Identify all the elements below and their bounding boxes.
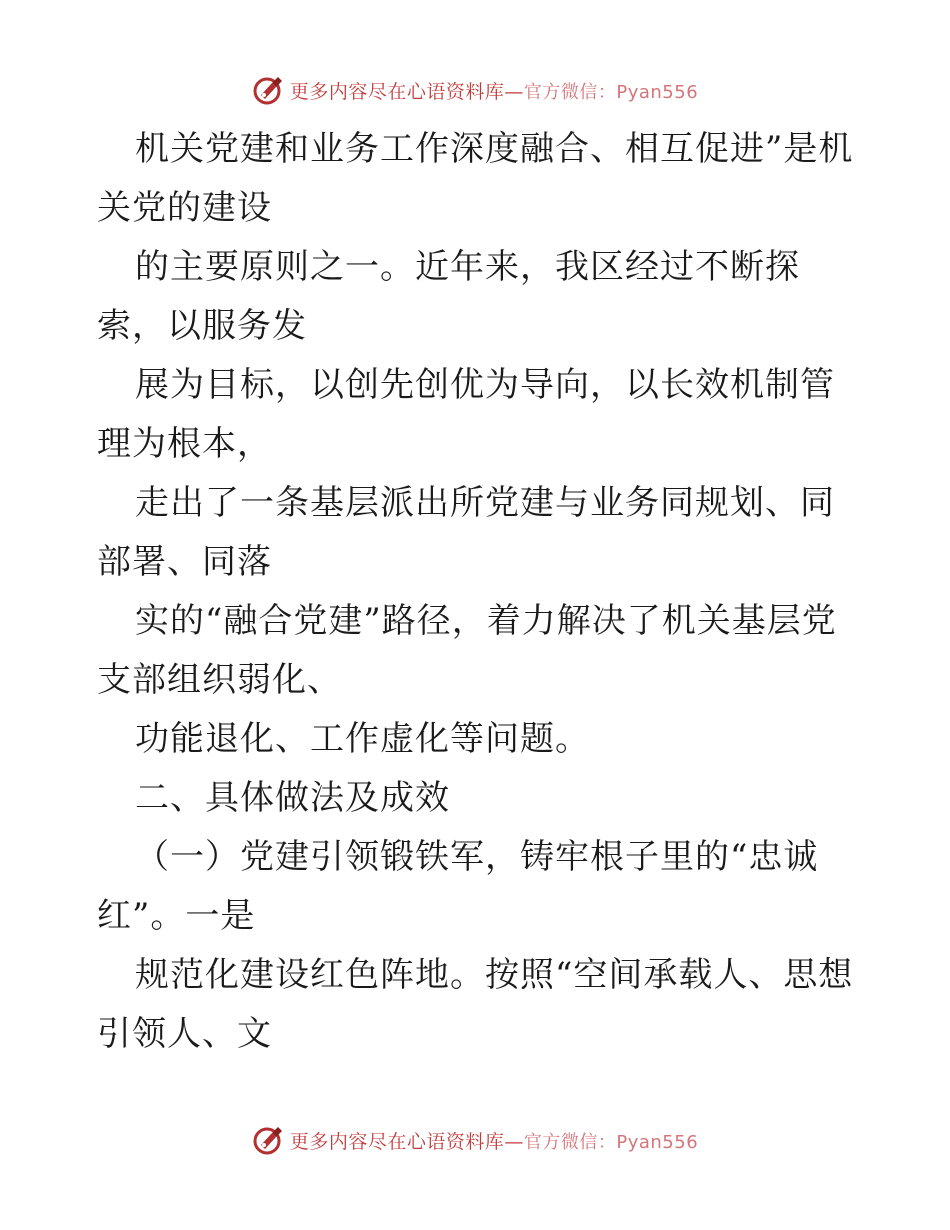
paragraph: 实的“融合党建”路径，着力解决了机关基层党支部组织弱化、: [97, 601, 837, 700]
logo-icon: [252, 1123, 286, 1157]
paragraph: 功能退化、工作虚化等问题。: [135, 719, 590, 759]
paragraph: 的主要原则之一。近年来，我区经过不断探索，以服务发: [97, 247, 800, 346]
header-banner-text: 更多内容尽在心语资料库—官方微信：Pyan556: [289, 80, 699, 103]
footer-banner-text: 更多内容尽在心语资料库—官方微信：Pyan556: [289, 1130, 699, 1153]
document-body: [97, 120, 857, 1064]
paragraph: 机关党建和业务工作深度融合、相互促进”是机关党的建设: [97, 129, 854, 228]
logo-icon: [252, 73, 286, 107]
paragraph: 展为目标，以创先创优为导向，以长效机制管理为根本，: [97, 365, 835, 464]
paragraph: 走出了一条基层派出所党建与业务同规划、同部署、同落: [97, 483, 835, 582]
paragraph: 规范化建设红色阵地。按照“空间承载人、思想引领人、文: [97, 955, 854, 1054]
footer-banner: [0, 1120, 950, 1160]
section-heading: 二、具体做法及成效: [135, 778, 450, 818]
header-banner: [0, 70, 950, 110]
paragraph: （一）党建引领锻铁军，铸牢根子里的“忠诚红”。一是: [97, 837, 819, 936]
